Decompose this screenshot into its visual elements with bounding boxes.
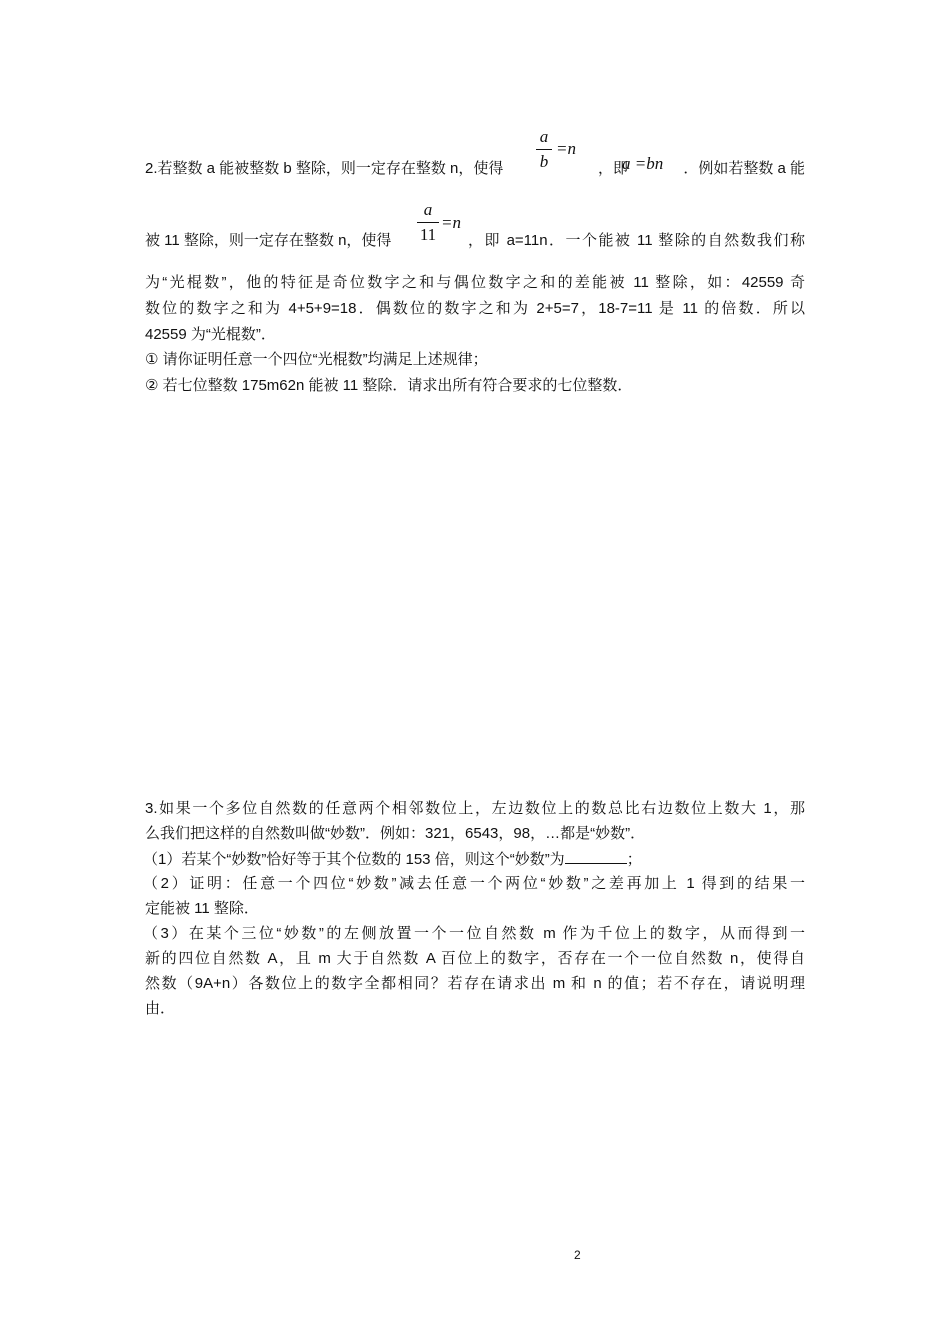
fraction-bar [417,222,439,223]
fraction-a-over-b [536,127,552,172]
fraction-numerator: a [539,127,549,146]
question1-end: ； [626,851,642,868]
problem2-line1-end: ．例如若整数 a 能 [683,160,805,177]
page-number: 2 [574,1248,581,1262]
fraction-bar [536,149,552,150]
answer-blank[interactable] [565,849,627,864]
formula-a-equals-bn: a =bn [622,154,664,173]
problem3-line2: 么我们把这样的自然数叫做“妙数”．例如：321，6543，98，…都是“妙数”． [145,825,646,842]
problem2-line1-ji: ，即 [598,160,629,177]
problem3-question3-line4: 由． [145,1000,176,1017]
problem2-line2-end: ，即 a=11n．一个能被 11 整除的自然数我们称 [468,232,805,249]
problem2-item2: ② 若七位整数 175m62n 能被 11 整除．请求出所有符合要求的七位整数． [145,377,633,394]
fraction-denominator: 11 [419,225,437,244]
problem2-item1: ① 请你证明任意一个四位“光棍数”均满足上述规律； [145,351,488,368]
fraction-numerator: a [423,200,433,219]
fraction-a-over-11 [417,200,439,245]
problem3-question3-line1: （3）在某个三位“妙数”的左侧放置一个一位自然数 m 作为千位上的数字，从而得到一 [143,925,805,942]
fraction-equals-n: =n [556,139,576,158]
problem2-line2-text: 被 11 整除，则一定存在整数 n，使得 [145,232,392,249]
problem3-question1 [143,849,642,870]
question1-text: （1）若某个“妙数”恰好等于其个位数的 153 倍，则这个“妙数”为 [143,851,565,868]
problem3-question2-line1: （2）证明：任意一个四位“妙数”减去任意一个两位“妙数”之差再加上 1 得到的结果一 [143,875,805,892]
problem3-line1: 3.如果一个多位自然数的任意两个相邻数位上，左边数位上的数总比右边数位上数大 1，那 [145,800,805,817]
fraction-equals-n: =n [441,213,461,232]
problem2-line1-text: 2.若整数 a 能被整数 b 整除，则一定存在整数 n，使得 [145,160,504,177]
problem2-line5: 42559 为“光棍数”． [145,326,276,343]
problem3-question2-line2: 定能被 11 整除． [145,900,259,917]
problem2-line4: 数位的数字之和为 4+5+9=18．偶数位的数字之和为 2+5=7，18-7=11 是 11 的倍数．所以 [145,300,805,317]
problem2-line3: 为“光棍数”，他的特征是奇位数字之和与偶位数字之和的差能被 11 整除，如：42559 奇 [145,274,805,291]
problem3-question3-line2: 新的四位自然数 A，且 m 大于自然数 A 百位上的数字，否存在一个一位自然数 n，使得自 [145,950,805,967]
problem3-question3-line3: 然数（9A+n）各数位上的数字全都相同？若存在请求出 m 和 n 的值；若不存在，请说明理 [145,975,805,992]
fraction-denominator: b [539,152,549,171]
